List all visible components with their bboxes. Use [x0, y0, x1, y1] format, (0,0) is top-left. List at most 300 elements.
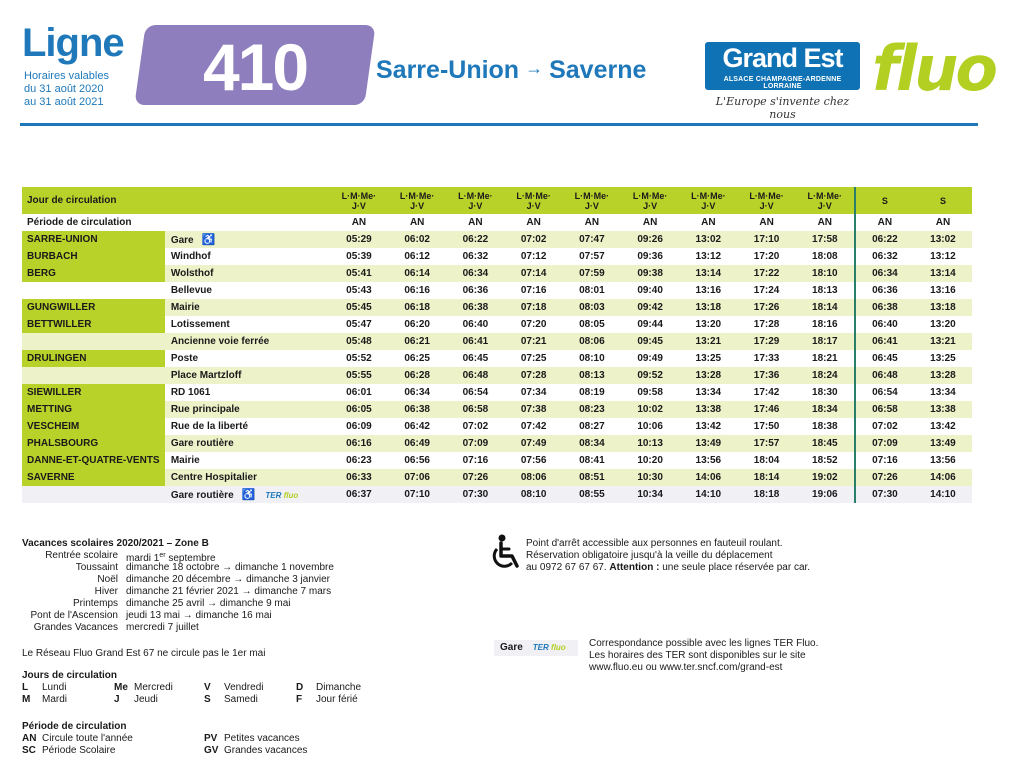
time-cell: 06:34: [855, 265, 914, 282]
stop-cell: [165, 401, 330, 418]
period-code: AN: [22, 733, 37, 744]
time-cell: 06:45: [855, 350, 914, 367]
time-cell: 07:10: [388, 486, 446, 503]
time-cell: 05:47: [330, 316, 388, 333]
stop-cell: [165, 486, 330, 503]
time-cell: 07:26: [855, 469, 914, 486]
time-cell: 06:54: [446, 384, 504, 401]
table-row: [22, 452, 972, 469]
holiday-row: [22, 562, 402, 574]
accessibility-note: [526, 538, 810, 574]
time-cell: 06:58: [446, 401, 504, 418]
wheelchair-icon: ♿: [241, 489, 256, 501]
time-cell: 07:57: [563, 248, 621, 265]
time-cell: 07:02: [505, 231, 563, 248]
holiday-row: [22, 574, 402, 586]
holiday-dates: dimanche 20 décembre → dimanche 3 janvier: [126, 574, 330, 585]
time-cell: 06:12: [388, 248, 446, 265]
time-cell: 17:50: [737, 418, 795, 435]
time-cell: 06:54: [855, 384, 914, 401]
stop-cell: [165, 435, 330, 452]
time-cell: 13:56: [679, 452, 737, 469]
holiday-dates: mercredi 7 juillet: [126, 622, 199, 633]
period-label: Période Scolaire: [42, 745, 116, 756]
table-row: [22, 367, 972, 384]
day-legend-item: [114, 682, 173, 694]
time-cell: 06:48: [446, 367, 504, 384]
day-label: Jeudi: [134, 694, 158, 705]
time-cell: 18:13: [796, 282, 855, 299]
day-header-cell: [563, 187, 621, 214]
time-cell: 05:45: [330, 299, 388, 316]
time-cell: 06:40: [446, 316, 504, 333]
day-header-cell: [330, 187, 388, 214]
period-legend-item: [204, 733, 300, 745]
time-cell: 18:16: [796, 316, 855, 333]
fluo-logo: fluo: [872, 32, 995, 105]
day-code: V: [204, 682, 211, 693]
time-cell: 06:40: [855, 316, 914, 333]
holiday-label: Pont de l'Ascension: [30, 610, 118, 621]
town-cell: [22, 333, 165, 350]
holiday-row: [22, 598, 402, 610]
time-cell: 08:27: [563, 418, 621, 435]
day-header-text: L·M·Me· J·V: [516, 190, 551, 211]
day-code: M: [22, 694, 31, 705]
table-row: [22, 333, 972, 350]
time-cell: 07:18: [505, 299, 563, 316]
holiday-label: Hiver: [94, 586, 118, 597]
town-cell: GUNGWILLER: [22, 299, 165, 316]
day-label: Vendredi: [224, 682, 264, 693]
time-cell: 08:13: [563, 367, 621, 384]
time-cell: 08:10: [563, 350, 621, 367]
stop-cell: [165, 299, 330, 316]
period-header-cell: AN: [446, 214, 504, 231]
grand-est-tagline: L'Europe s'invente chez nous: [715, 95, 850, 121]
time-cell: 06:34: [388, 384, 446, 401]
town-cell: [22, 367, 165, 384]
period-code: GV: [204, 745, 219, 756]
table-row: [22, 435, 972, 452]
period-legend-item: [22, 733, 133, 745]
time-cell: 17:42: [737, 384, 795, 401]
wheelchair-icon: ♿: [201, 234, 216, 246]
holiday-row: [22, 622, 402, 634]
time-cell: 06:45: [446, 350, 504, 367]
holiday-dates: dimanche 25 avril → dimanche 9 mai: [126, 598, 291, 609]
time-cell: 07:59: [563, 265, 621, 282]
holiday-dates: dimanche 21 février 2021 → dimanche 7 mars: [126, 586, 332, 597]
day-legend-item: [22, 682, 66, 694]
correspondence-note: [589, 638, 818, 674]
time-cell: 07:12: [505, 248, 563, 265]
day-header-text: L·M·Me· J·V: [807, 190, 843, 211]
time-cell: 07:28: [505, 367, 563, 384]
time-cell: 09:26: [621, 231, 679, 248]
day-code: Me: [114, 682, 128, 693]
table-row: [22, 265, 972, 282]
time-cell: 09:40: [621, 282, 679, 299]
days-header-row: [22, 187, 972, 214]
day-label: Mercredi: [134, 682, 173, 693]
day-label: Lundi: [42, 682, 67, 693]
time-cell: 18:18: [737, 486, 795, 503]
town-cell: BURBACH: [22, 248, 165, 265]
grand-est-logo-title: Grand Est: [722, 43, 843, 73]
time-cell: 08:06: [505, 469, 563, 486]
time-cell: 07:02: [855, 418, 914, 435]
time-cell: 17:22: [737, 265, 795, 282]
holiday-row: [22, 550, 402, 562]
time-cell: 06:16: [388, 282, 446, 299]
time-cell: 14:06: [679, 469, 737, 486]
time-cell: 07:47: [563, 231, 621, 248]
time-cell: 06:02: [388, 231, 446, 248]
time-cell: 13:42: [679, 418, 737, 435]
time-cell: 17:46: [737, 401, 795, 418]
time-cell: 13:20: [914, 316, 972, 333]
stop-name: Ancienne voie ferrée: [170, 336, 270, 347]
stop-name: Rue de la liberté: [170, 421, 249, 432]
time-cell: 13:16: [914, 282, 972, 299]
time-cell: 07:56: [505, 452, 563, 469]
period-header-cell: AN: [330, 214, 388, 231]
time-cell: 08:19: [563, 384, 621, 401]
time-cell: 06:18: [388, 299, 446, 316]
line-number: 410: [202, 30, 308, 104]
stop-cell: [165, 282, 330, 299]
period-label: Circule toute l'année: [42, 733, 133, 744]
time-cell: 07:30: [446, 486, 504, 503]
time-cell: 08:03: [563, 299, 621, 316]
time-cell: 19:06: [796, 486, 855, 503]
town-cell: VESCHEIM: [22, 418, 165, 435]
time-cell: 13:02: [679, 231, 737, 248]
stop-name: Mairie: [170, 302, 200, 313]
stop-cell: [165, 384, 330, 401]
time-cell: 09:36: [621, 248, 679, 265]
time-cell: 13:20: [679, 316, 737, 333]
town-cell: [22, 486, 165, 503]
table-row: [22, 248, 972, 265]
time-cell: 13:28: [914, 367, 972, 384]
time-cell: 07:25: [505, 350, 563, 367]
time-cell: 06:16: [330, 435, 388, 452]
time-cell: 13:34: [914, 384, 972, 401]
day-header-cell: [388, 187, 446, 214]
time-cell: 06:01: [330, 384, 388, 401]
period-code: PV: [204, 733, 218, 744]
time-cell: 13:16: [679, 282, 737, 299]
time-cell: 07:14: [505, 265, 563, 282]
days-legend: [22, 670, 422, 710]
time-cell: 13:49: [679, 435, 737, 452]
time-cell: 17:28: [737, 316, 795, 333]
accessibility-line: au 0972 67 67 67. Attention : une seule place réservée par car.: [526, 562, 811, 573]
timetable: [22, 187, 972, 503]
time-cell: 06:41: [446, 333, 504, 350]
time-cell: 07:02: [446, 418, 504, 435]
time-cell: 06:33: [330, 469, 388, 486]
day-label: Jour férié: [316, 694, 358, 705]
stop-name: Rue principale: [170, 404, 240, 415]
ter-fluo-icon: TER fluo: [265, 491, 299, 500]
gare-label: Gare: [500, 642, 523, 653]
town-cell: SARRE-UNION: [22, 231, 165, 248]
town-cell: BETTWILLER: [22, 316, 165, 333]
day-header-text: L·M·Me· J·V: [749, 190, 784, 211]
time-cell: 18:34: [796, 401, 855, 418]
time-cell: 05:52: [330, 350, 388, 367]
time-cell: 13:14: [914, 265, 972, 282]
days-header-label: Jour de circulation: [22, 187, 330, 214]
time-cell: 06:38: [388, 401, 446, 418]
time-cell: 17:33: [737, 350, 795, 367]
network-note: Le Réseau Fluo Grand Est 67 ne circule pas le 1er mai: [22, 648, 266, 659]
time-cell: 06:28: [388, 367, 446, 384]
stop-name: Gare routière: [170, 438, 234, 449]
stop-cell: [165, 333, 330, 350]
period-legend-item: [22, 745, 115, 757]
time-cell: 13:21: [679, 333, 737, 350]
stop-cell: [165, 350, 330, 367]
day-header-cell: [796, 187, 855, 214]
time-cell: 18:38: [796, 418, 855, 435]
time-cell: 09:38: [621, 265, 679, 282]
time-cell: 08:05: [563, 316, 621, 333]
stop-name: RD 1061: [170, 387, 211, 398]
stop-name: Wolsthof: [170, 268, 214, 279]
time-cell: 06:34: [446, 265, 504, 282]
validity-line: au 31 août 2021: [24, 96, 104, 108]
time-cell: 13:18: [914, 299, 972, 316]
time-cell: 07:26: [446, 469, 504, 486]
ter-fluo-icon: TER fluo: [532, 643, 566, 652]
time-cell: 18:10: [796, 265, 855, 282]
period-header-cell: AN: [505, 214, 563, 231]
time-cell: 09:58: [621, 384, 679, 401]
time-cell: 10:20: [621, 452, 679, 469]
time-cell: 17:58: [796, 231, 855, 248]
time-cell: 10:34: [621, 486, 679, 503]
time-cell: 05:39: [330, 248, 388, 265]
holiday-dates: dimanche 18 octobre → dimanche 1 novembre: [126, 562, 334, 573]
time-cell: 06:38: [855, 299, 914, 316]
day-header-cell: [679, 187, 737, 214]
time-cell: 07:38: [505, 401, 563, 418]
time-cell: 18:52: [796, 452, 855, 469]
time-cell: 13:34: [679, 384, 737, 401]
wheelchair-icon: [488, 534, 524, 572]
time-cell: 09:52: [621, 367, 679, 384]
time-cell: 06:37: [330, 486, 388, 503]
period-header-cell: AN: [563, 214, 621, 231]
time-cell: 06:32: [855, 248, 914, 265]
day-label: Dimanche: [316, 682, 362, 693]
time-cell: 07:21: [505, 333, 563, 350]
time-cell: 13:38: [679, 401, 737, 418]
time-cell: 13:56: [914, 452, 972, 469]
stop-cell: [165, 265, 330, 282]
time-cell: 07:34: [505, 384, 563, 401]
validity-period: [24, 70, 109, 109]
time-cell: 17:36: [737, 367, 795, 384]
time-cell: 06:05: [330, 401, 388, 418]
time-cell: 09:44: [621, 316, 679, 333]
town-cell: PHALSBOURG: [22, 435, 165, 452]
time-cell: 18:08: [796, 248, 855, 265]
time-cell: 05:48: [330, 333, 388, 350]
day-header-text: S: [939, 195, 946, 206]
table-row: [22, 469, 972, 486]
time-cell: 06:38: [446, 299, 504, 316]
time-cell: 17:57: [737, 435, 795, 452]
day-legend-item: [296, 682, 361, 694]
time-cell: 13:38: [914, 401, 972, 418]
holiday-label: Printemps: [72, 598, 118, 609]
time-cell: 08:51: [563, 469, 621, 486]
grand-est-logo-subtitle: ALSACE CHAMPAGNE-ARDENNE LORRAINE: [723, 76, 842, 90]
time-cell: 08:23: [563, 401, 621, 418]
time-cell: 07:30: [855, 486, 914, 503]
day-code: S: [204, 694, 211, 705]
holiday-label: Grandes Vacances: [33, 622, 118, 633]
stop-cell: [165, 418, 330, 435]
time-cell: 06:22: [446, 231, 504, 248]
day-header-text: L·M·Me· J·V: [691, 190, 726, 211]
time-cell: 05:43: [330, 282, 388, 299]
time-cell: 13:12: [679, 248, 737, 265]
time-cell: 05:55: [330, 367, 388, 384]
period-header-cell: AN: [796, 214, 855, 231]
stop-name: Gare routière: [170, 490, 234, 501]
period-header-cell: AN: [679, 214, 737, 231]
days-legend-title: Jours de circulation: [22, 670, 118, 681]
time-cell: 06:21: [388, 333, 446, 350]
time-cell: 06:58: [855, 401, 914, 418]
time-cell: 13:42: [914, 418, 972, 435]
stop-name: Windhof: [170, 251, 211, 262]
time-cell: 06:20: [388, 316, 446, 333]
time-cell: 17:24: [737, 282, 795, 299]
time-cell: 19:02: [796, 469, 855, 486]
time-cell: 13:28: [679, 367, 737, 384]
holiday-label: Rentrée scolaire: [45, 550, 118, 561]
day-header-text: S: [881, 195, 888, 206]
time-cell: 08:10: [505, 486, 563, 503]
day-code: D: [296, 682, 304, 693]
time-cell: 18:14: [737, 469, 795, 486]
table-row: [22, 401, 972, 418]
time-cell: 05:41: [330, 265, 388, 282]
period-header-row: [22, 214, 972, 231]
time-cell: 17:29: [737, 333, 795, 350]
day-header-cell: [914, 187, 972, 214]
time-cell: 10:30: [621, 469, 679, 486]
day-legend-item: [296, 694, 358, 706]
stop-cell: [165, 469, 330, 486]
time-cell: 13:14: [679, 265, 737, 282]
time-cell: 13:25: [679, 350, 737, 367]
time-cell: 07:16: [505, 282, 563, 299]
time-cell: 05:29: [330, 231, 388, 248]
table-row: [22, 350, 972, 367]
holiday-dates: mardi 1er septembre: [126, 552, 216, 564]
accessibility-line: Réservation obligatoire jusqu'à la veille du déplacement: [526, 550, 773, 561]
period-legend-title: Période de circulation: [22, 721, 127, 732]
time-cell: 07:09: [855, 435, 914, 452]
table-row: [22, 384, 972, 401]
time-cell: 09:42: [621, 299, 679, 316]
time-cell: 17:20: [737, 248, 795, 265]
time-cell: 10:02: [621, 401, 679, 418]
correspondence-line: Les horaires des TER sont disponibles sur le site: [589, 650, 806, 661]
time-cell: 17:26: [737, 299, 795, 316]
time-cell: 17:10: [737, 231, 795, 248]
time-cell: 06:25: [388, 350, 446, 367]
holiday-label: Toussaint: [75, 562, 118, 573]
accessibility-line: Point d'arrêt accessible aux personnes en fauteuil roulant.: [526, 538, 783, 549]
time-cell: 06:14: [388, 265, 446, 282]
table-row: [22, 231, 972, 248]
period-header-cell: AN: [737, 214, 795, 231]
stop-name: Gare: [170, 235, 194, 246]
header-divider: [20, 123, 978, 126]
day-legend-item: [204, 694, 258, 706]
time-cell: 07:16: [855, 452, 914, 469]
day-header-cell: [505, 187, 563, 214]
time-cell: 06:36: [855, 282, 914, 299]
day-label: Mardi: [42, 694, 68, 705]
table-row: [22, 316, 972, 333]
period-legend: [22, 721, 422, 761]
town-cell: DRULINGEN: [22, 350, 165, 367]
validity-line: Horaires valables: [24, 70, 109, 82]
town-cell: SIEWILLER: [22, 384, 165, 401]
time-cell: 07:09: [446, 435, 504, 452]
stop-cell: [165, 452, 330, 469]
correspondence-line: Correspondance possible avec les lignes TER Fluo.: [589, 638, 819, 649]
day-header-text: L·M·Me· J·V: [399, 190, 435, 211]
time-cell: 08:41: [563, 452, 621, 469]
time-cell: 13:18: [679, 299, 737, 316]
time-cell: 06:42: [388, 418, 446, 435]
time-cell: 06:41: [855, 333, 914, 350]
holiday-row: [22, 610, 402, 622]
time-cell: 18:30: [796, 384, 855, 401]
period-label: Petites vacances: [224, 733, 300, 744]
stop-cell: [165, 231, 330, 248]
time-cell: 14:06: [914, 469, 972, 486]
route-title: [376, 56, 646, 85]
day-code: L: [22, 682, 29, 693]
time-cell: 06:36: [446, 282, 504, 299]
day-code: F: [296, 694, 303, 705]
town-cell: [22, 282, 165, 299]
time-cell: 14:10: [914, 486, 972, 503]
time-cell: 08:01: [563, 282, 621, 299]
period-code: SC: [22, 745, 36, 756]
period-header-cell: AN: [914, 214, 972, 231]
time-cell: 08:55: [563, 486, 621, 503]
correspondence-links[interactable]: www.fluo.eu ou www.ter.sncf.com/grand-est: [589, 662, 783, 673]
town-cell: BERG: [22, 265, 165, 282]
day-header-cell: [621, 187, 679, 214]
route-destination: Saverne: [549, 56, 647, 84]
period-header-cell: AN: [388, 214, 446, 231]
stop-name: Place Martzloff: [170, 370, 242, 381]
